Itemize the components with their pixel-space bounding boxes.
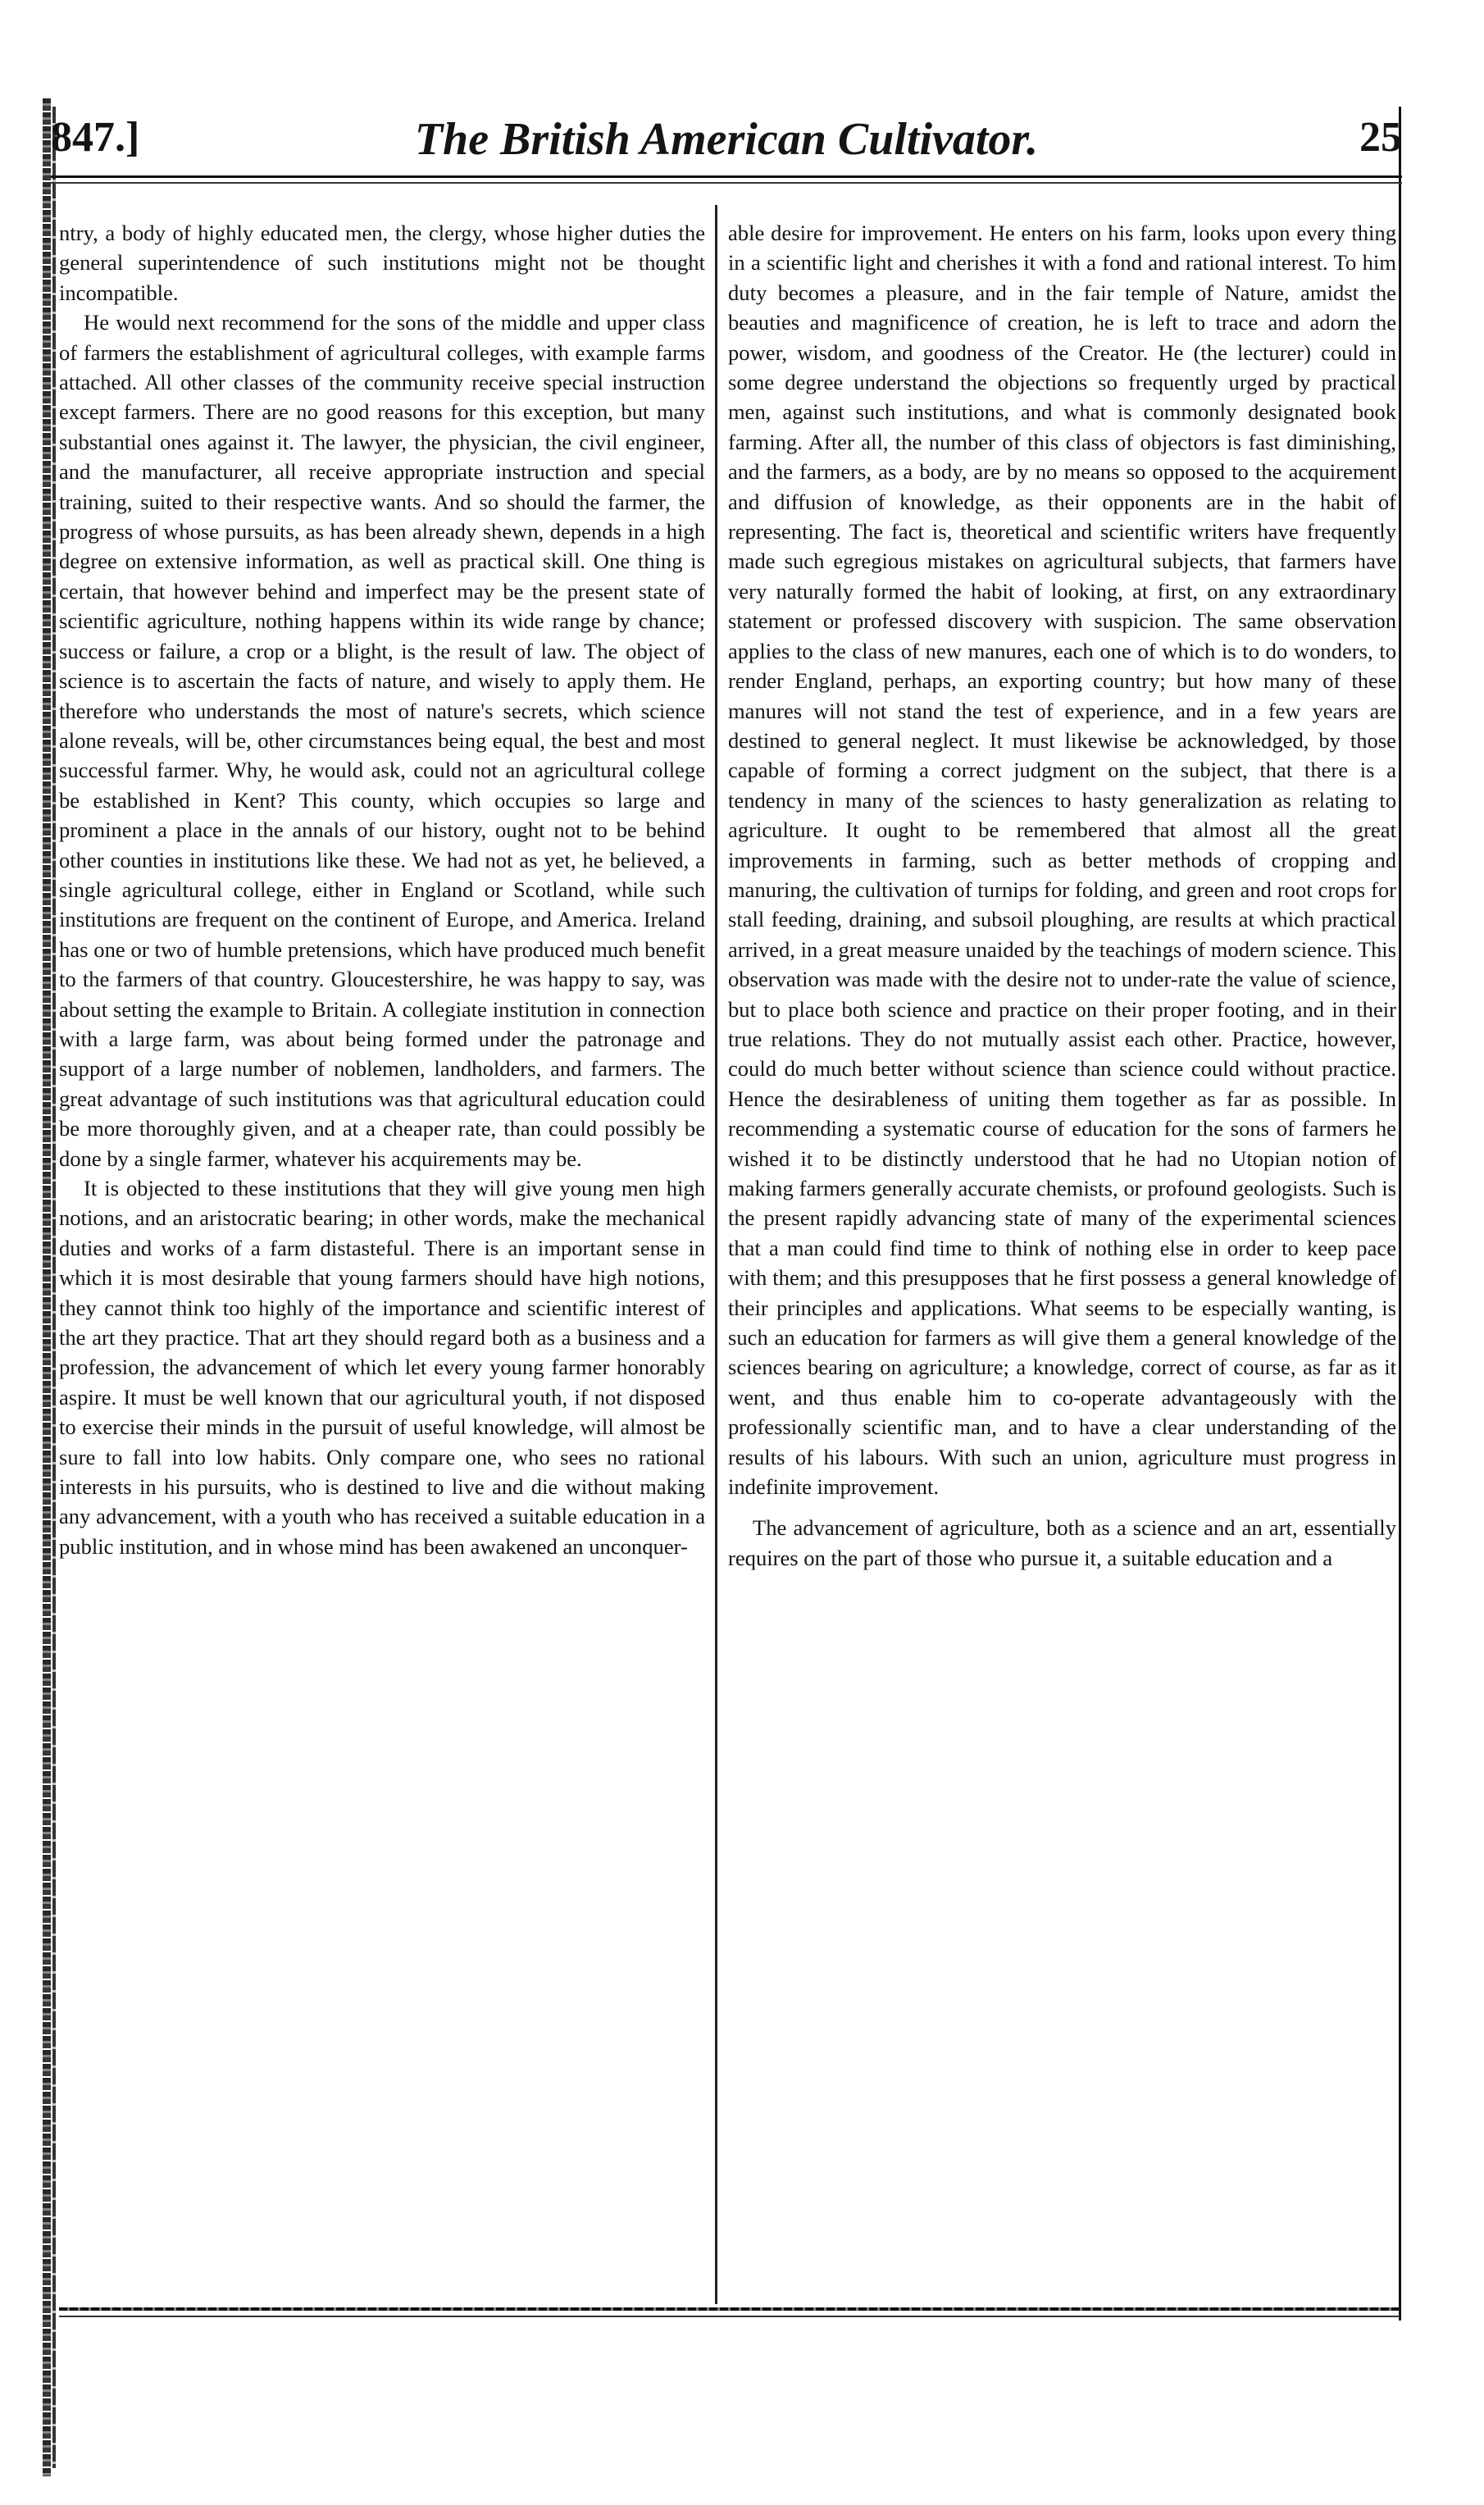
page-frame-right: [1399, 107, 1401, 2321]
footer-rule-thin: [59, 2316, 1400, 2317]
paragraph: It is objected to these institutions that they will give young men high notions, and an aristocratic bearing; in other words, make the mechanical duties and works of a farm distasteful. There is an important sense in which it is most desirable that young farmers should have high notions, they cannot think too highly of the importance and scientific interest of the art they practice. That art they should regard both as a business and a profession, the advancement of which let every young farmer honorably aspire. It must be well known that our agricultural youth, if not disposed to exercise their minds in the pursuit of useful knowledge, will almost be sure to fall into low habits. Only compare one, who sees no rational interests in his pursuits, who is destined to live and die without making any advancement, with a youth who has received a suitable education in a public institution, and in whose mind has been awakened an unconquer-: [59, 1176, 705, 1559]
paragraph: The advancement of agriculture, both as a science and an art, essentially requires on the part of those who pursue it, a suitable education and a: [728, 1515, 1396, 1570]
column-divider: [715, 205, 717, 2304]
binding-edge-shadow: [52, 107, 56, 2468]
binding-edge: [43, 98, 51, 2476]
header-rule-thin: [51, 182, 1402, 184]
paragraph: ntry, a body of highly educated men, the clergy, whose higher duties the general superintendence of such institutions might not be thought incompatible.: [59, 221, 705, 305]
journal-title: The British American Cultivator.: [414, 114, 1039, 165]
left-column: [59, 218, 705, 2301]
paragraph: He would next recommend for the sons of the middle and upper class of farmers the establishment of agricultural colleges, with example farms attached. All other classes of the community receive special instruction except farmers. There are no good reasons for this exception, but many substantial ones against it. The lawyer, the physician, the civil engineer, and the manufacturer, all receive appropriate instruction and special training, suited to their respective wants. And so should the farmer, the progress of whose pursuits, as has been already shewn, depends in a high degree on extensive information, as well as practical skill. One thing is certain, that however behind and imperfect may be the present state of scientific agriculture, nothing happens within its wide range by chance; success or failure, a crop or a blight, is the result of law. The object of science is to ascertain the facts of nature, and wisely to apply them. He therefore who understands the most of nature's secrets, which science alone reveals, will be, other circumstances being equal, the best and most successful farmer. Why, he would ask, could not an agricultural college be established in Kent? This county, which occupies so large and prominent a place in the annals of our history, ought not to be behind other counties in institutions like these. We had not as yet, he believed, a single agricultural college, either in England or Scotland, while such institutions are frequent on the continent of Europe, and America. Ireland has one or two of humble pretensions, which have produced much benefit to the farmers of that country. Gloucestershire, he was happy to say, was about setting the example to Britain. A collegiate institution in connection with a large farm, was about being formed under the patronage and support of a large number of noblemen, landholders, and farmers. The great advantage of such institutions was that agricultural education could be more thoroughly given, and at a cheaper rate, than could possibly be done by a single farmer, whatever his acquirements may be.: [59, 310, 705, 1171]
running-header: [51, 108, 1402, 175]
header-rule: [51, 175, 1402, 178]
paragraph: able desire for improvement. He enters on his farm, looks upon every thing in a scientific light and cherishes it with a fond and rational interest. To him duty becomes a pleasure, and in the fair temple of Nature, amidst the beauties and magnificence of creation, he is left to trace and adorn the power, wisdom, and goodness of the Creator. He (the lecturer) could in some degree understand the objections so frequently urged by practical men, against such institutions, and what is commonly designated book farming. After all, the number of this class of objectors is fast diminishing, and the farmers, as a body, are by no means so opposed to the acquirement and diffusion of knowledge, as their opponents are in the habit of representing. The fact is, theoretical and scientific writers have frequently made such egregious mistakes on agricultural subjects, that farmers have very naturally formed the habit of looking, at first, on any extraordinary statement or professed discovery with suspicion. The same observation applies to the class of new manures, each one of which is to do wonders, to render England, perhaps, an exporting country; but how many of these manures will not stand the test of experience, and in a few years are destined to general neglect. It must likewise be acknowledged, by those capable of forming a correct judgment on the subject, that there is a tendency in many of the sciences to hasty generalization as relating to agriculture. It ought to be remembered that almost all the great improvements in farming, such as better methods of cropping and manuring, the cultivation of turnips for folding, and green and root crops for stall feeding, draining, and subsoil ploughing, are results at which practical arrived, in a great measure unaided by the teachings of modern science. This observation was made with the desire not to under-rate the value of science, but to place both science and practice on their proper footing, and in their true relations. They do not mutually assist each other. Practice, however, could do much better without science than science could without practice. Hence the desirableness of uniting them together as far as possible. In recommending a systematic course of education for the sons of farmers he wished it to be distinctly understood that he had no Utopian notion of making farmers generally accurate chemists, or profound geologists. Such is the present rapidly advancing state of many of the experimental sciences that a man could find time to think of nothing else in order to keep pace with them; and this presupposes that he first possess a general knowledge of their principles and applications. What seems to be especially wanting, is such an education for farmers as will give them a general knowledge of the sciences bearing on agriculture; a knowledge, correct of course, as far as it went, and thus enable him to co-operate advantageously with the professionally scientific man, and to have a clear understanding of the results of his labours. With such an union, agriculture must progress in indefinite improvement.: [728, 221, 1396, 1500]
page-number: 25: [1359, 114, 1402, 161]
page-ref: 847.]: [51, 114, 140, 161]
right-column: [728, 218, 1396, 2301]
footer-rule: [59, 2307, 1400, 2311]
